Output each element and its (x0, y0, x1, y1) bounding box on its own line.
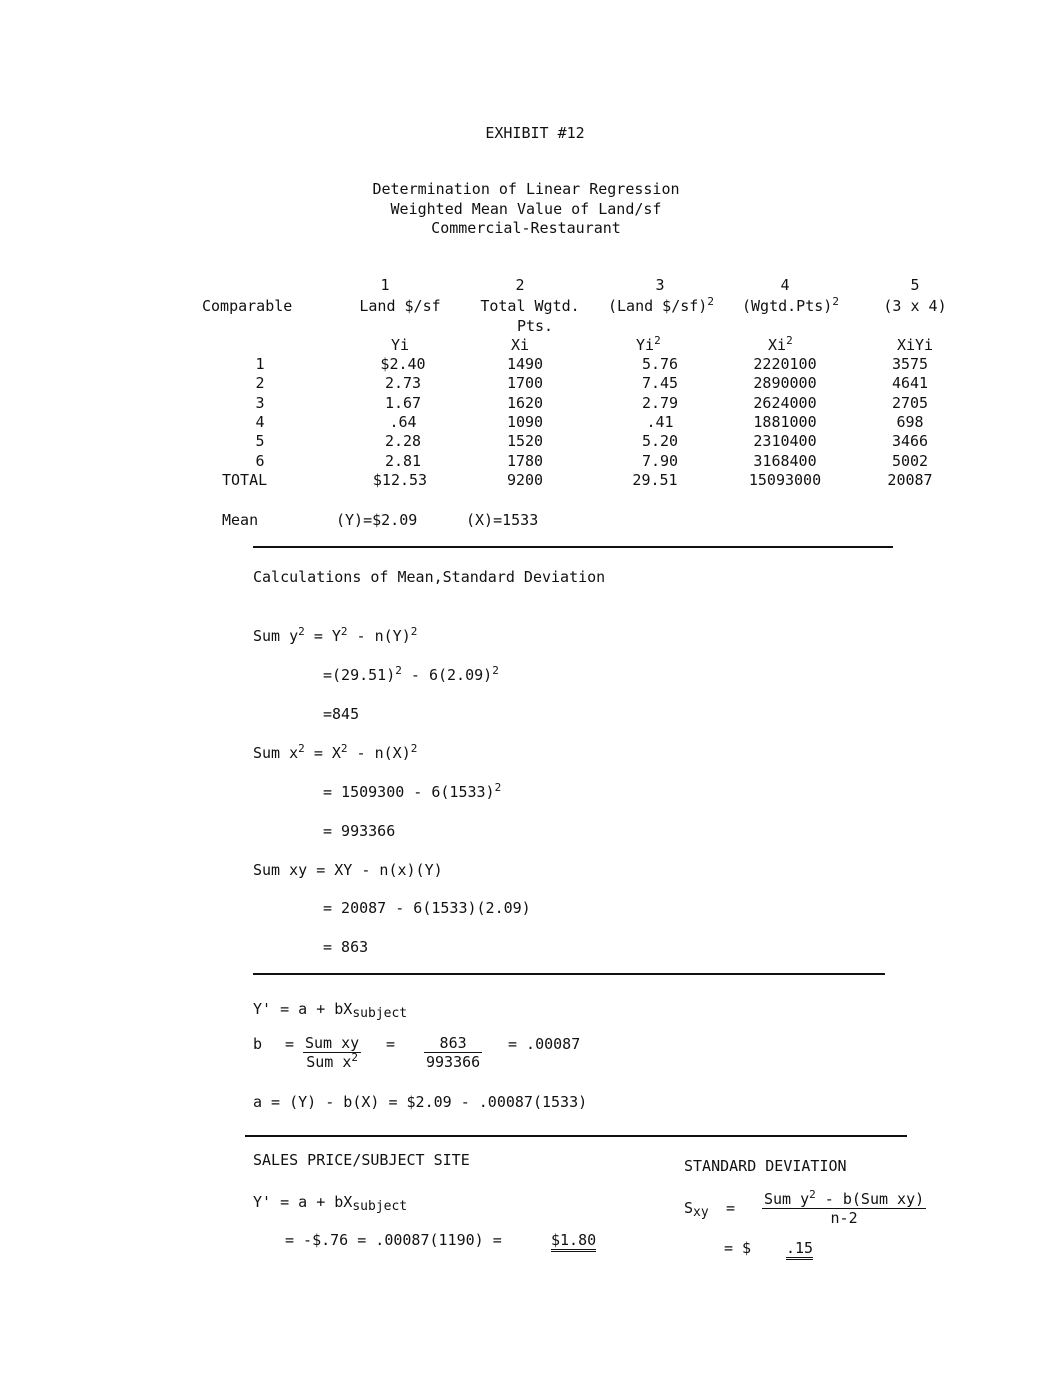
row-3-product: 2705 (891, 394, 929, 412)
divider-3 (245, 1135, 907, 1137)
sales-result: $1.80 (551, 1231, 596, 1249)
b-result: = .00087 (508, 1035, 581, 1053)
stddev-heading: STANDARD DEVIATION (684, 1157, 847, 1175)
sum-x2-line: Sum $x^2 = X^2 - n(X)^2$ (253, 742, 418, 762)
row-5-comp: 5 (255, 432, 265, 450)
row-1-land: $2.40 (380, 355, 426, 373)
col-header-pts-extra: Pts. (516, 317, 554, 335)
regression-formula: $Y' = a + bX_{subject}$ (253, 1000, 408, 1021)
col-header-land: Land $/sf (359, 297, 441, 315)
sum-xy-step-2: = 863 (323, 938, 369, 956)
b-value-denominator: 993366 (426, 1053, 481, 1071)
b-fraction (303, 1034, 361, 1071)
col-number-1: 1 (380, 276, 390, 294)
col-number-2: 2 (515, 276, 525, 294)
row-4-comp: 4 (255, 413, 265, 431)
col-number-3: 3 (655, 276, 665, 294)
col-header-product: (3 x 4) (883, 297, 947, 315)
total-pts-sq: 15093000 (748, 471, 822, 489)
b-eq: = (285, 1035, 295, 1053)
divider-2 (253, 973, 885, 975)
total-label: TOTAL (222, 471, 268, 489)
row-2-pts-sq: 2890000 (753, 374, 817, 392)
b-value-fraction (424, 1034, 482, 1071)
row-5-land: 2.28 (384, 432, 422, 450)
row-3-comp: 3 (255, 394, 265, 412)
stddev-fraction (762, 1190, 926, 1227)
calc-heading: Calculations of Mean,Standard Deviation (253, 568, 606, 586)
col-number-4: 4 (780, 276, 790, 294)
row-6-product: 5002 (891, 452, 929, 470)
sum-xy-step-1: = 20087 - 6(1533)(2.09) (323, 899, 531, 917)
mean-y: (Y)=$2.09 (336, 511, 418, 529)
row-4-land-sq: .41 (646, 413, 674, 431)
mean-x: (X)=1533 (466, 511, 539, 529)
stddev-denominator: n-2 (830, 1209, 858, 1227)
total-pts: 9200 (506, 471, 544, 489)
row-2-comp: 2 (255, 374, 265, 392)
row-2-land: 2.73 (384, 374, 422, 392)
symbol-yi-sq: Yi$^2$ (636, 334, 661, 354)
row-4-land: .64 (389, 413, 417, 431)
row-5-land-sq: 5.20 (641, 432, 679, 450)
row-6-pts: 1780 (506, 452, 544, 470)
row-4-pts-sq: 1881000 (753, 413, 817, 431)
sum-x2-step-2: = 993366 (323, 822, 396, 840)
a-line: a = (Y) - b(X) = $2.09 - .00087(1533) (253, 1093, 588, 1111)
row-5-pts: 1520 (506, 432, 544, 450)
total-land-sq: 29.51 (632, 471, 678, 489)
row-5-product: 3466 (891, 432, 929, 450)
row-5-pts-sq: 2310400 (753, 432, 817, 450)
divider-1 (253, 546, 893, 548)
sum-xy-line: Sum xy = XY - n(x)(Y) (253, 861, 443, 879)
b-denominator: Sum $x^2$ (306, 1051, 358, 1071)
col-header-pts-sq: (Wgtd.Pts)$^2$ (742, 295, 839, 315)
row-1-pts: 1490 (506, 355, 544, 373)
sales-formula: $Y' = a + bX_{subject}$ (253, 1193, 408, 1214)
sum-y2-step-2: =845 (323, 705, 360, 723)
col-header-land-sq: (Land $/sf)$^2$ (608, 295, 714, 315)
row-3-pts-sq: 2624000 (753, 394, 817, 412)
b-eq-2: = (386, 1035, 396, 1053)
symbol-xiyi: XiYi (896, 336, 934, 354)
sum-y2-line: Sum $y^2 = Y^2 - n(Y)^2$ (253, 625, 418, 645)
row-4-product: 698 (896, 413, 924, 431)
b-label: b (253, 1035, 263, 1053)
stddev-eq: = (726, 1199, 736, 1217)
stddev-result-prefix: = $ (724, 1239, 752, 1257)
subtitle-line-2: Weighted Mean Value of Land/sf (390, 200, 662, 218)
stddev-numerator: Sum $y^2 - b(Sum$ xy) (764, 1188, 925, 1208)
row-6-land: 2.81 (384, 452, 422, 470)
row-3-land: 1.67 (384, 394, 422, 412)
b-numerator: Sum xy (305, 1034, 360, 1052)
mean-label: Mean (222, 511, 259, 529)
comparable-header: Comparable (202, 297, 293, 315)
row-2-land-sq: 7.45 (641, 374, 679, 392)
symbol-yi: Yi (390, 336, 410, 354)
row-2-product: 4641 (891, 374, 929, 392)
row-1-comp: 1 (255, 355, 265, 373)
row-4-pts: 1090 (506, 413, 544, 431)
sum-x2-step-1: = $1509300 - 6(1533)^2$ (323, 781, 502, 801)
row-6-land-sq: 7.90 (641, 452, 679, 470)
row-1-pts-sq: 2220100 (753, 355, 817, 373)
stddev-label: $S_{xy}$ (684, 1199, 709, 1220)
row-6-pts-sq: 3168400 (753, 452, 817, 470)
sales-calc: = -$.76 = .00087(1190) = (285, 1231, 502, 1249)
sales-heading: SALES PRICE/SUBJECT SITE (253, 1151, 470, 1169)
b-value-numerator: 863 (424, 1034, 482, 1053)
row-2-pts: 1700 (506, 374, 544, 392)
row-3-land-sq: 2.79 (641, 394, 679, 412)
sum-y2-step-1: $=(29.51)^2 - 6(2.09)^2$ (323, 664, 499, 684)
subtitle-line-1: Determination of Linear Regression (372, 180, 680, 198)
row-6-comp: 6 (255, 452, 265, 470)
row-1-land-sq: 5.76 (641, 355, 679, 373)
subtitle-line-3: Commercial-Restaurant (431, 219, 621, 237)
row-3-pts: 1620 (506, 394, 544, 412)
symbol-xi-sq: Xi$^2$ (768, 334, 793, 354)
col-number-5: 5 (910, 276, 920, 294)
total-land: $12.53 (372, 471, 428, 489)
symbol-xi: Xi (510, 336, 530, 354)
col-header-pts: Total Wgtd. (480, 297, 580, 315)
exhibit-title: EXHIBIT #12 (485, 124, 585, 142)
total-product: 20087 (887, 471, 933, 489)
row-1-product: 3575 (891, 355, 929, 373)
stddev-result: .15 (786, 1239, 813, 1257)
